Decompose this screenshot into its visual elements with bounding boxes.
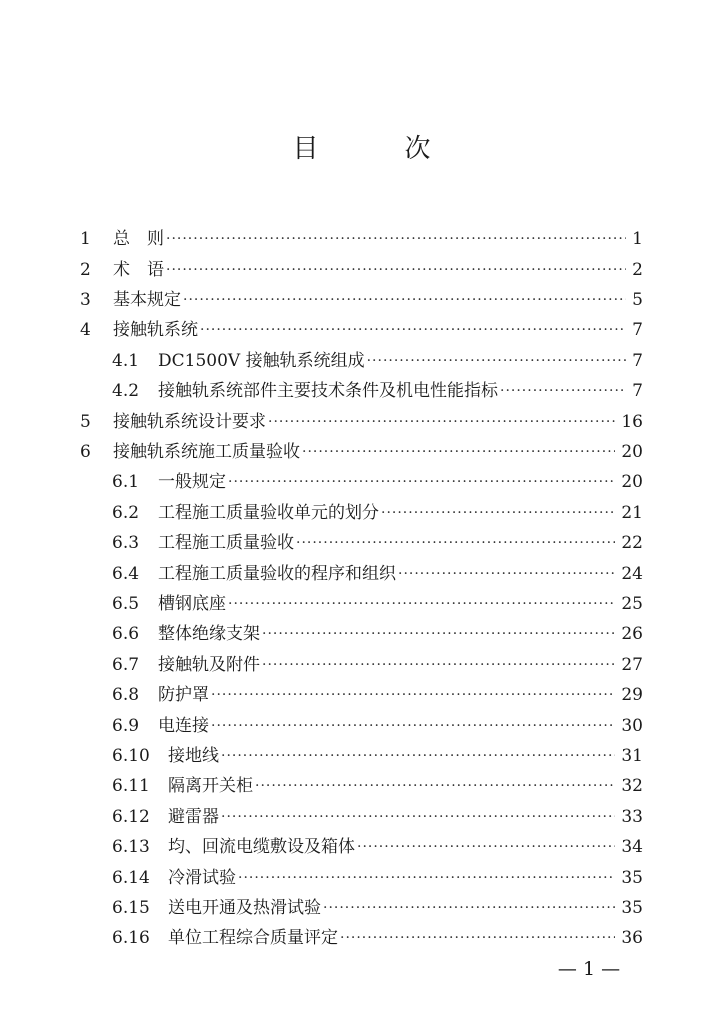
toc-entry-page: 20	[621, 472, 643, 493]
toc-entry-page: 1	[632, 229, 643, 250]
toc-entry[interactable]	[112, 346, 643, 376]
toc-leader-dots	[381, 498, 615, 528]
toc-entry[interactable]	[112, 710, 643, 740]
toc-entry-number: 6.16	[112, 928, 150, 949]
toc-entry-page: 25	[621, 593, 643, 614]
toc-entry-number: 6.6	[112, 624, 140, 645]
toc-leader-dots	[357, 832, 615, 862]
toc-entry[interactable]	[112, 741, 643, 771]
toc-entry-page: 32	[621, 776, 643, 797]
toc-leader-dots	[228, 467, 615, 497]
toc-entry-number: 4.2	[112, 381, 140, 402]
toc-leader-dots	[221, 802, 615, 832]
toc-entry[interactable]	[112, 832, 643, 862]
toc-entry[interactable]	[112, 923, 643, 953]
toc-leader-dots	[340, 923, 615, 953]
toc-leader-dots	[166, 255, 626, 285]
toc-leader-dots	[262, 650, 615, 680]
toc-entry-number: 6.14	[112, 867, 150, 888]
toc-entry-number: 6.15	[112, 897, 150, 918]
toc-entry-page: 2	[632, 259, 643, 280]
toc-entry[interactable]	[112, 862, 643, 892]
toc-entry-title: 均、回流电缆敷设及箱体	[168, 837, 355, 858]
toc-entry-page: 30	[621, 715, 643, 736]
toc-entry-title: 电连接	[158, 715, 209, 736]
toc-entry-number: 6.13	[112, 837, 150, 858]
page-title: 目 次	[292, 134, 461, 164]
toc-leader-dots	[398, 559, 615, 589]
toc-entry-title: 术 语	[113, 259, 164, 280]
toc-entry-page: 35	[621, 867, 643, 888]
toc-entry-title: 工程施工质量验收	[158, 533, 294, 554]
toc-entry-number: 1	[80, 229, 91, 250]
toc-entry-number: 4	[80, 320, 91, 341]
toc-entry[interactable]	[112, 528, 643, 558]
toc-entry-title: 接触轨系统	[113, 320, 198, 341]
toc-entry-number: 2	[80, 259, 91, 280]
toc-entry[interactable]	[112, 376, 643, 406]
toc-entry-page: 7	[632, 381, 643, 402]
toc-leader-dots	[367, 346, 627, 376]
toc-leader-dots	[262, 619, 615, 649]
toc-entry-title: 工程施工质量验收单元的划分	[158, 502, 379, 523]
toc-entry-number: 6.1	[112, 472, 140, 493]
toc-entry-number: 6	[80, 441, 91, 462]
toc-leader-dots	[166, 224, 626, 254]
toc-entry-title: 送电开通及热滑试验	[168, 897, 321, 918]
toc-leader-dots	[268, 407, 615, 437]
toc-leader-dots	[228, 589, 615, 619]
toc-entry[interactable]	[112, 802, 643, 832]
toc-entry[interactable]	[80, 437, 643, 467]
toc-entry[interactable]	[112, 619, 643, 649]
toc-entry-number: 6.2	[112, 502, 140, 523]
toc-leader-dots	[200, 315, 626, 345]
toc-entry[interactable]	[80, 406, 643, 436]
toc-entry-page: 7	[632, 320, 643, 341]
toc-leader-dots	[238, 863, 615, 893]
toc-entry[interactable]	[112, 650, 643, 680]
toc-leader-dots	[255, 771, 615, 801]
toc-leader-dots	[296, 528, 615, 558]
toc-entry-page: 21	[621, 502, 643, 523]
toc-entry-page: 7	[632, 350, 643, 371]
toc-entry-page: 33	[621, 806, 643, 827]
toc-entry-page: 24	[621, 563, 643, 584]
toc-entry-number: 3	[80, 289, 91, 310]
toc-entry[interactable]	[80, 315, 643, 345]
toc-entry-title: 冷滑试验	[168, 867, 236, 888]
toc-entry-title: 接触轨系统设计要求	[113, 411, 266, 432]
toc-entry-number: 5	[80, 411, 91, 432]
toc-leader-dots	[183, 285, 626, 315]
toc-entry-title: 避雷器	[168, 806, 219, 827]
toc-entry[interactable]	[112, 680, 643, 710]
toc-entry-number: 6.8	[112, 685, 140, 706]
toc-entry-page: 26	[621, 624, 643, 645]
toc-entry-number: 6.11	[112, 776, 150, 797]
toc-entry-page: 20	[621, 441, 643, 462]
toc-entry-number: 6.10	[112, 745, 150, 766]
toc-entry-title: 接触轨系统施工质量验收	[113, 441, 300, 462]
toc-leader-dots	[211, 711, 615, 741]
toc-entry-number: 6.3	[112, 533, 140, 554]
toc-leader-dots	[221, 741, 615, 771]
toc-entry-title: 一般规定	[158, 472, 226, 493]
toc-entry-page: 36	[621, 928, 643, 949]
toc-entry-number: 6.7	[112, 654, 140, 675]
toc-entry-title: 总 则	[113, 229, 164, 250]
toc-entry-title: 整体绝缘支架	[158, 624, 260, 645]
toc-entry-title: 防护罩	[158, 685, 209, 706]
toc-entry-title: 基本规定	[113, 289, 181, 310]
toc-leader-dots	[500, 376, 626, 406]
toc-entry[interactable]	[112, 467, 643, 497]
toc-entry-number: 6.4	[112, 563, 140, 584]
toc-entry-title: DC1500V 接触轨系统组成	[158, 350, 365, 371]
toc-entry-page: 22	[621, 533, 643, 554]
toc-entry-page: 27	[621, 654, 643, 675]
toc-entry-title: 接地线	[168, 745, 219, 766]
toc-entry-title: 单位工程综合质量评定	[168, 928, 338, 949]
toc-entry-title: 工程施工质量验收的程序和组织	[158, 563, 396, 584]
toc-entry[interactable]	[80, 285, 643, 315]
toc-leader-dots	[211, 680, 615, 710]
toc-entry-number: 6.12	[112, 806, 150, 827]
toc-entry-page: 16	[621, 411, 643, 432]
toc-entry-number: 6.9	[112, 715, 140, 736]
toc-entry-page: 29	[621, 685, 643, 706]
toc-entry-number: 6.5	[112, 593, 140, 614]
toc-entry-title: 槽钢底座	[158, 593, 226, 614]
toc-entry-number: 4.1	[112, 350, 140, 371]
toc-entry[interactable]	[112, 893, 643, 923]
page-number-footer: — 1 —	[557, 958, 621, 980]
toc-entry-page: 35	[621, 897, 643, 918]
toc-entry-page: 34	[621, 837, 643, 858]
toc-entry[interactable]	[80, 254, 643, 284]
toc-entry-title: 接触轨系统部件主要技术条件及机电性能指标	[158, 381, 498, 402]
toc-leader-dots	[302, 437, 615, 467]
toc-leader-dots	[323, 893, 615, 923]
toc-entry-page: 5	[632, 289, 643, 310]
toc-entry[interactable]	[112, 589, 643, 619]
toc-entry[interactable]	[80, 224, 643, 254]
toc-entry-title: 接触轨及附件	[158, 654, 260, 675]
toc-entry[interactable]	[112, 558, 643, 588]
toc-entry-title: 隔离开关柜	[168, 776, 253, 797]
toc-entry[interactable]	[112, 498, 643, 528]
toc-entry-page: 31	[621, 745, 643, 766]
toc-entry[interactable]	[112, 771, 643, 801]
